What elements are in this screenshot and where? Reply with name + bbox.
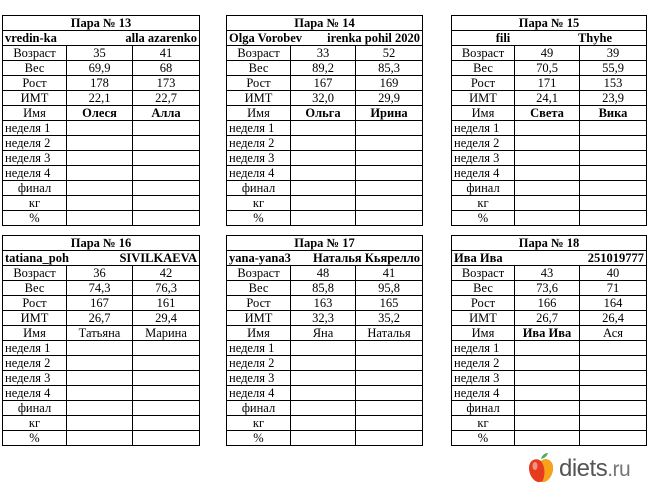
cell (515, 401, 580, 416)
label-weight: Вес (452, 281, 515, 296)
label-final: финал (452, 181, 515, 196)
height-1: 163 (291, 296, 356, 311)
label-age: Возраст (452, 266, 515, 281)
label-weight: Вес (452, 61, 515, 76)
label-week4: неделя 4 (227, 386, 291, 401)
cell (356, 166, 423, 181)
label-name: Имя (227, 106, 291, 121)
label-age: Возраст (227, 266, 291, 281)
bmi-1: 32,3 (291, 311, 356, 326)
label-week2: неделя 2 (227, 356, 291, 371)
label-bmi: ИМТ (227, 91, 291, 106)
height-1: 167 (67, 296, 133, 311)
user2-nick: irenka pohil 2020 (327, 31, 421, 45)
name-2: Наталья (356, 326, 423, 341)
apple-icon (527, 452, 555, 484)
cell (291, 416, 356, 431)
label-age: Возраст (227, 46, 291, 61)
cell (133, 211, 200, 226)
label-week1: неделя 1 (452, 341, 515, 356)
cell (580, 181, 647, 196)
age-2: 42 (133, 266, 200, 281)
cell (291, 166, 356, 181)
label-height: Рост (227, 76, 291, 91)
cell (356, 416, 423, 431)
cell (515, 341, 580, 356)
label-week2: неделя 2 (3, 136, 67, 151)
pair-table-16 (2, 235, 200, 446)
cell (291, 151, 356, 166)
pair-title: Пара № 17 (227, 236, 423, 251)
cell (133, 416, 200, 431)
label-height: Рост (3, 296, 67, 311)
age-2: 41 (133, 46, 200, 61)
user1-nick: yana-yana3 (229, 251, 291, 265)
label-final: финал (3, 401, 67, 416)
cell (291, 211, 356, 226)
label-kg: кг (227, 196, 291, 211)
label-percent: % (227, 431, 291, 446)
age-2: 39 (580, 46, 647, 61)
cell (67, 356, 133, 371)
brand-text (559, 455, 630, 483)
label-age: Возраст (452, 46, 515, 61)
cell (580, 136, 647, 151)
label-bmi: ИМТ (452, 311, 515, 326)
cell (580, 341, 647, 356)
weight-2: 76,3 (133, 281, 200, 296)
cell (291, 341, 356, 356)
age-1: 49 (515, 46, 580, 61)
label-name: Имя (3, 106, 67, 121)
label-final: финал (227, 181, 291, 196)
label-age: Возраст (3, 46, 67, 61)
name-1: Ива Ива (515, 326, 580, 341)
cell (515, 386, 580, 401)
label-height: Рост (3, 76, 67, 91)
pair-users (452, 31, 647, 46)
cell (291, 136, 356, 151)
name-2: Ася (580, 326, 647, 341)
label-week3: неделя 3 (3, 371, 67, 386)
cell (291, 121, 356, 136)
cell (67, 136, 133, 151)
cell (515, 166, 580, 181)
cell (291, 371, 356, 386)
pair-users (227, 31, 423, 46)
age-1: 33 (291, 46, 356, 61)
cell (67, 181, 133, 196)
cell (133, 121, 200, 136)
cell (67, 341, 133, 356)
label-week1: неделя 1 (227, 341, 291, 356)
cell (515, 211, 580, 226)
label-kg: кг (3, 416, 67, 431)
label-bmi: ИМТ (3, 311, 67, 326)
bmi-2: 26,4 (580, 311, 647, 326)
height-1: 178 (67, 76, 133, 91)
cell (291, 181, 356, 196)
height-1: 166 (515, 296, 580, 311)
cell (515, 136, 580, 151)
pair-title: Пара № 15 (452, 16, 647, 31)
label-week4: неделя 4 (3, 166, 67, 181)
cell (515, 356, 580, 371)
label-weight: Вес (3, 281, 67, 296)
pair-title: Пара № 14 (227, 16, 423, 31)
cell (356, 211, 423, 226)
label-weight: Вес (3, 61, 67, 76)
cell (291, 401, 356, 416)
age-1: 48 (291, 266, 356, 281)
label-age: Возраст (3, 266, 67, 281)
cell (515, 121, 580, 136)
age-2: 52 (356, 46, 423, 61)
label-kg: кг (452, 416, 515, 431)
cell (580, 356, 647, 371)
user1-nick: fili (495, 31, 511, 45)
cell (291, 386, 356, 401)
cell (133, 341, 200, 356)
pair-users (227, 251, 423, 266)
cell (133, 196, 200, 211)
label-week4: неделя 4 (452, 386, 515, 401)
cell (133, 401, 200, 416)
label-name: Имя (452, 106, 515, 121)
cell (291, 196, 356, 211)
cell (580, 121, 647, 136)
cell (291, 356, 356, 371)
label-week1: неделя 1 (227, 121, 291, 136)
label-height: Рост (452, 76, 515, 91)
bmi-1: 26,7 (67, 311, 133, 326)
label-final: финал (3, 181, 67, 196)
name-2: Марина (133, 326, 200, 341)
cell (356, 341, 423, 356)
cell (291, 431, 356, 446)
label-week1: неделя 1 (3, 121, 67, 136)
label-percent: % (452, 211, 515, 226)
cell (67, 211, 133, 226)
label-name: Имя (452, 326, 515, 341)
age-2: 41 (356, 266, 423, 281)
name-2: Алла (133, 106, 200, 121)
label-week4: неделя 4 (227, 166, 291, 181)
weight-2: 55,9 (580, 61, 647, 76)
cell (580, 371, 647, 386)
age-1: 35 (67, 46, 133, 61)
cell (67, 386, 133, 401)
label-week3: неделя 3 (227, 371, 291, 386)
age-1: 43 (515, 266, 580, 281)
label-week2: неделя 2 (3, 356, 67, 371)
cell (515, 371, 580, 386)
pair-table-15 (451, 15, 647, 226)
label-percent: % (3, 211, 67, 226)
weight-1: 85,8 (291, 281, 356, 296)
height-1: 167 (291, 76, 356, 91)
user1-nick: Ива Ива (454, 251, 503, 265)
cell (515, 181, 580, 196)
cell (515, 416, 580, 431)
cell (580, 166, 647, 181)
label-final: финал (227, 401, 291, 416)
cell (133, 166, 200, 181)
label-weight: Вес (227, 281, 291, 296)
brand-tld: .ru (607, 458, 631, 481)
weight-1: 69,9 (67, 61, 133, 76)
label-week1: неделя 1 (3, 341, 67, 356)
label-kg: кг (452, 196, 515, 211)
cell (356, 401, 423, 416)
cell (67, 151, 133, 166)
cell (356, 386, 423, 401)
weight-2: 71 (580, 281, 647, 296)
cell (580, 211, 647, 226)
height-2: 165 (356, 296, 423, 311)
height-2: 169 (356, 76, 423, 91)
cell (580, 401, 647, 416)
pair-users (3, 251, 200, 266)
user2-nick: SIVILKAEVA (119, 251, 198, 265)
height-2: 173 (133, 76, 200, 91)
label-height: Рост (452, 296, 515, 311)
cell (356, 196, 423, 211)
cell (133, 386, 200, 401)
age-2: 40 (580, 266, 647, 281)
cell (133, 151, 200, 166)
name-1: Света (515, 106, 580, 121)
label-week1: неделя 1 (452, 121, 515, 136)
label-week2: неделя 2 (452, 356, 515, 371)
cell (356, 356, 423, 371)
label-bmi: ИМТ (452, 91, 515, 106)
cell (133, 356, 200, 371)
label-week2: неделя 2 (452, 136, 515, 151)
bmi-2: 35,2 (356, 311, 423, 326)
age-1: 36 (67, 266, 133, 281)
cell (67, 121, 133, 136)
label-kg: кг (3, 196, 67, 211)
cell (67, 401, 133, 416)
cell (133, 431, 200, 446)
cell (515, 196, 580, 211)
label-percent: % (452, 431, 515, 446)
pair-users (452, 251, 647, 266)
label-percent: % (3, 431, 67, 446)
name-1: Татьяна (67, 326, 133, 341)
pair-users (3, 31, 200, 46)
label-week3: неделя 3 (452, 371, 515, 386)
pair-title: Пара № 13 (3, 16, 200, 31)
label-percent: % (227, 211, 291, 226)
cell (580, 151, 647, 166)
cell (356, 151, 423, 166)
bmi-2: 22,7 (133, 91, 200, 106)
cell (356, 136, 423, 151)
user1-nick: vredin-ka (5, 31, 57, 45)
name-1: Олеся (67, 106, 133, 121)
label-week2: неделя 2 (227, 136, 291, 151)
height-2: 153 (580, 76, 647, 91)
cell (515, 151, 580, 166)
bmi-1: 22,1 (67, 91, 133, 106)
weight-1: 74,3 (67, 281, 133, 296)
cell (356, 371, 423, 386)
bmi-1: 24,1 (515, 91, 580, 106)
pair-table-13 (2, 15, 200, 226)
label-kg: кг (227, 416, 291, 431)
user1-nick: tatiana_poh (5, 251, 69, 265)
weight-2: 85,3 (356, 61, 423, 76)
user2-nick: alla azarenko (125, 31, 198, 45)
label-bmi: ИМТ (3, 91, 67, 106)
height-2: 164 (580, 296, 647, 311)
pair-table-17 (226, 235, 423, 446)
label-week4: неделя 4 (3, 386, 67, 401)
cell (67, 416, 133, 431)
weight-1: 73,6 (515, 281, 580, 296)
name-2: Ирина (356, 106, 423, 121)
weight-2: 68 (133, 61, 200, 76)
label-week3: неделя 3 (227, 151, 291, 166)
cell (515, 431, 580, 446)
cell (67, 431, 133, 446)
watermark-logo (527, 452, 645, 486)
cell (67, 371, 133, 386)
user2-nick: Наталья Кьярелло (312, 251, 421, 265)
pair-title: Пара № 16 (3, 236, 200, 251)
cell (356, 121, 423, 136)
label-weight: Вес (227, 61, 291, 76)
name-1: Ольга (291, 106, 356, 121)
cell (580, 196, 647, 211)
user1-nick: Olga Vorobev (229, 31, 303, 45)
name-2: Вика (580, 106, 647, 121)
label-bmi: ИМТ (227, 311, 291, 326)
label-final: финал (452, 401, 515, 416)
label-week3: неделя 3 (3, 151, 67, 166)
height-2: 161 (133, 296, 200, 311)
height-1: 171 (515, 76, 580, 91)
weight-1: 70,5 (515, 61, 580, 76)
label-name: Имя (3, 326, 67, 341)
cell (356, 431, 423, 446)
cell (356, 181, 423, 196)
label-height: Рост (227, 296, 291, 311)
weight-2: 95,8 (356, 281, 423, 296)
name-1: Яна (291, 326, 356, 341)
bmi-2: 29,4 (133, 311, 200, 326)
bmi-2: 29,9 (356, 91, 423, 106)
cell (580, 386, 647, 401)
label-week4: неделя 4 (452, 166, 515, 181)
cell (67, 196, 133, 211)
user2-nick: Thyhe (577, 31, 613, 45)
user2-nick: 251019777 (587, 251, 645, 265)
label-name: Имя (227, 326, 291, 341)
pair-table-14 (226, 15, 423, 226)
pair-table-18 (451, 235, 647, 446)
cell (133, 181, 200, 196)
cell (580, 416, 647, 431)
cell (133, 371, 200, 386)
bmi-1: 32,0 (291, 91, 356, 106)
pair-title: Пара № 18 (452, 236, 647, 251)
weight-1: 89,2 (291, 61, 356, 76)
bmi-2: 23,9 (580, 91, 647, 106)
cell (133, 136, 200, 151)
label-week3: неделя 3 (452, 151, 515, 166)
cell (67, 166, 133, 181)
brand-name: diets (559, 455, 608, 482)
cell (580, 431, 647, 446)
bmi-1: 26,7 (515, 311, 580, 326)
